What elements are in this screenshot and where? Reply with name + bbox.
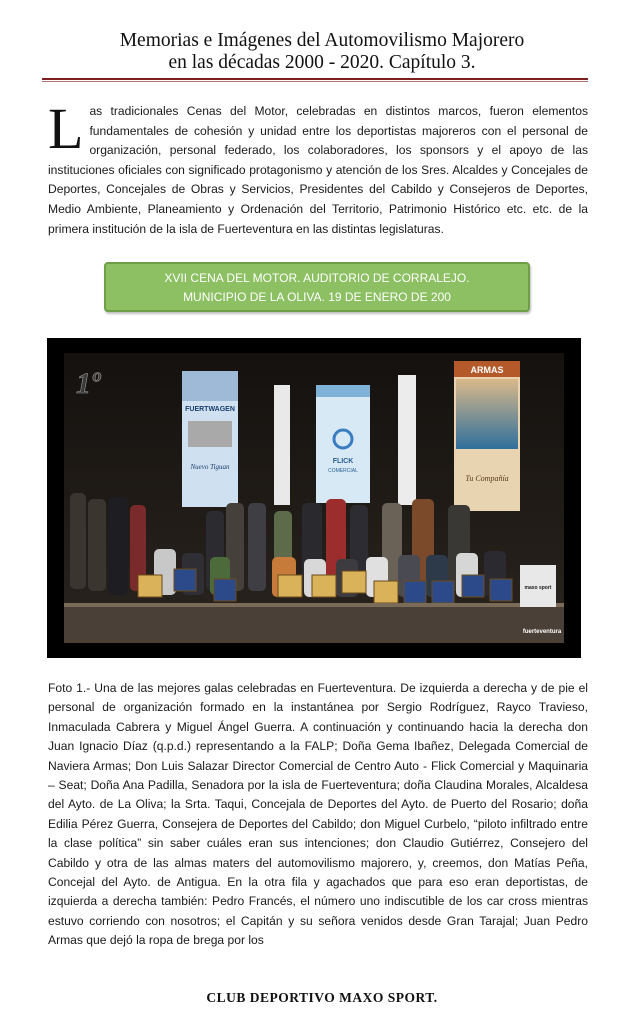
page-title (0, 30, 644, 74)
sponsor-banner-center (316, 385, 370, 503)
sponsor-banner-right (454, 361, 520, 511)
group-photo (47, 338, 581, 658)
event-banner-line-2: MUNICIPIO DE LA OLIVA. 19 DE ENERO DE 200 (183, 290, 451, 304)
corner-caption: fuerteventura (522, 629, 562, 635)
title-divider (42, 78, 588, 80)
group-photo-image (64, 353, 564, 643)
footer-club-name: CLUB DEPORTIVO MAXO SPORT. (206, 990, 438, 1005)
title-line-1: Memorias e Imágenes del Automovilismo Majorero (119, 30, 525, 51)
sponsor-right-brand: ARMAS (470, 365, 504, 375)
drop-cap: L (48, 96, 84, 161)
sponsor-banner-left (182, 371, 238, 507)
title-line-2: en las décadas 2000 - 2020. Capítulo 3. (168, 52, 476, 73)
sponsor-left-slogan: Nuevo Tiguan (190, 463, 230, 471)
sponsor-center-sub: COMERCIAL (328, 468, 358, 474)
title-divider-thin (42, 81, 588, 82)
event-banner-line-1: XVII CENA DEL MOTOR. AUDITORIO DE CORRALEJO. (164, 271, 470, 285)
maxo-sport-logo (520, 565, 556, 607)
intro-paragraph (48, 96, 588, 239)
sponsor-right-slogan: Tu Compañía (465, 474, 509, 483)
photo-number-label: 1º (76, 367, 100, 400)
event-banner (104, 262, 530, 312)
corner-logo-text: maxo sport (524, 585, 552, 591)
intro-text: as tradicionales Cenas del Motor, celebradas en distintos marcos, fueron elementos fundamentales de cohesión y unidad entre los deportistas majoreros con el personal de organización, personal federado, los colaboradores, los sponsors y el apoyo de las instituciones oficiales con significado protagonismo y atención de los Sres. Alcaldes y Concejales de Deportes, Concejales de Obras y Servicios, Presidentes del Cabildo y Consejeros de Deportes, Medio Ambiente, Planeamiento y Ordenación del Territorio, Patrimonio Histórico etc. etc. de la primera institución de la isla de Fuerteventura en las distintas legislaturas. (48, 104, 588, 236)
photo-caption: Foto 1.- Una de las mejores galas celebradas en Fuerteventura. De izquierda a derecha y de pie el personal de organización formado en la instantánea por Sergio Rodríguez, Rayco Travieso, Inmaculada Cabrera y Miguel Ángel Guerra. A continuación y continuando hacia la derecha don Juan Ignacio Díaz (q.p.d.) representando a la FALP; Doña Gema Ibañez, Delegada Comercial de Naviera Armas; Don Luis Salazar Director Comercial de Centro Auto - Flick Comercial y Maquinaria – Seat; Doña Ana Padilla, Senadora por la isla de Fuerteventura; doña Claudina Morales, Alcaldesa del Ayto. de La Oliva; la Srta. Taqui, Concejala de Deportes del Ayto. de Puerto del Rosario; doña Edilia Pérez Guerra, Consejera de Deportes del Cabildo; don Miguel Curbelo, “piloto infiltrado entre la clase política” sin saber cuáles eran sus intenciones; don Claudio Gutiérrez, Consejero del Cabildo y otra de las almas maters del automovilismo majorero, y, creemos, don Matías Peña, Concejal del Ayto. de Antigua. En la otra fila y agachados que para eso eran deportistas, de izquierda a derecha también: Pedro Francés, el número uno indiscutible de los car cross mientras estuvo corriendo con nosotros; el Capitán y su señora venidos desde Gran Tarajal; Juan Pedro Armas que dejó la ropa de brega por los (48, 681, 588, 948)
sponsor-center-brand: FLICK (332, 458, 354, 465)
sponsor-left-brand: FUERTWAGEN (185, 406, 235, 413)
